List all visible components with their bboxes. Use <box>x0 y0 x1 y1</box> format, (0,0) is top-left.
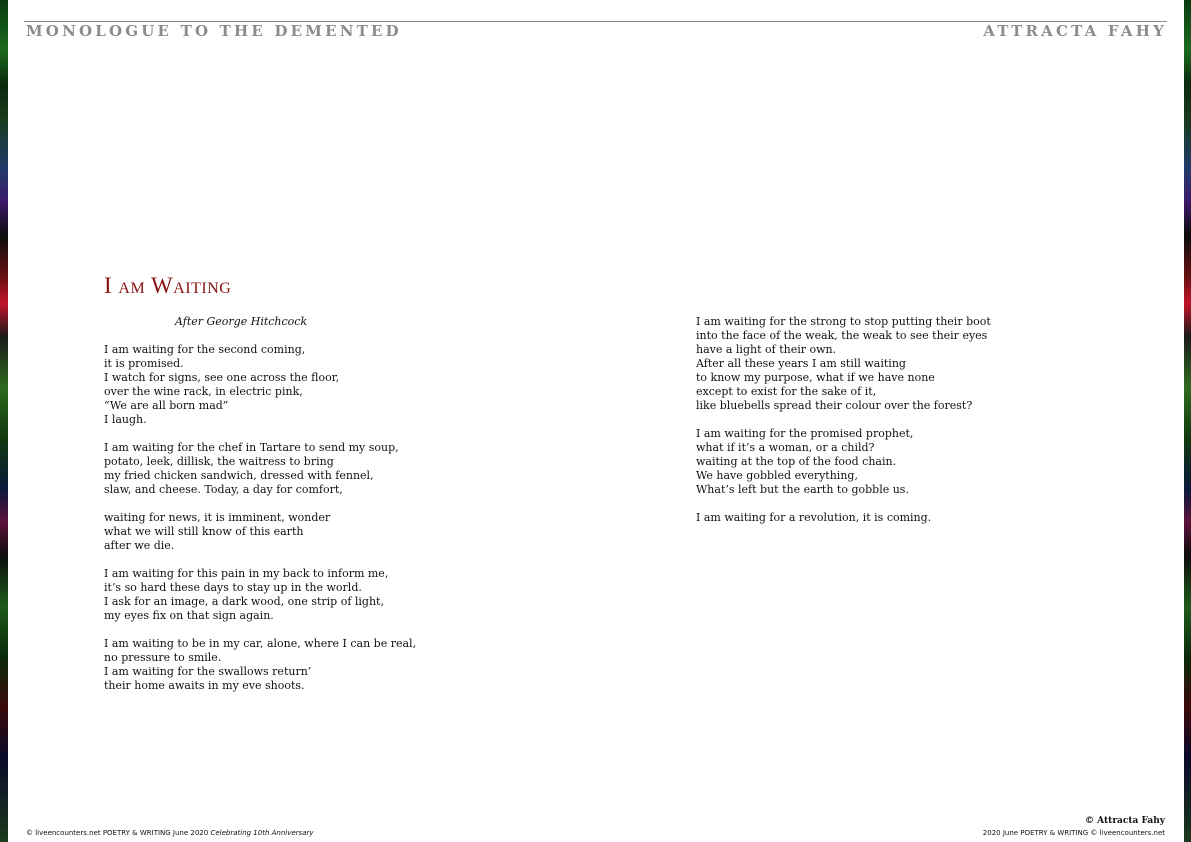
poem-right-column <box>696 315 991 539</box>
section-title: MONOLOGUE TO THE DEMENTED <box>26 22 402 40</box>
stanza <box>696 315 991 413</box>
poem-line: waiting at the top of the food chain. <box>696 455 897 468</box>
poem-line: I am waiting for the chef in Tartare to send my soup, <box>104 441 399 454</box>
footer-left-text: © liveencounters.net POETRY & WRITING June 2020 <box>26 829 211 837</box>
poem-line: potato, leek, dillisk, the waitress to bring <box>104 455 334 468</box>
stanza <box>696 511 991 525</box>
footer-right: 2020 June POETRY & WRITING © liveencounters.net <box>982 829 1165 837</box>
stanza <box>104 511 416 553</box>
poem-line: my fried chicken sandwich, dressed with fennel, <box>104 469 374 482</box>
stanza <box>104 567 416 623</box>
poem-line: I watch for signs, see one across the floor, <box>104 371 340 384</box>
poem-line: into the face of the weak, the weak to see their eyes <box>696 329 988 342</box>
poem-line: have a light of their own. <box>696 343 837 356</box>
poem-line: over the wine rack, in electric pink, <box>104 385 303 398</box>
decorative-left-border <box>0 0 8 842</box>
poem-line: I am waiting for the second coming, <box>104 343 306 356</box>
poem-line: after we die. <box>104 539 175 552</box>
poem-line: What’s left but the earth to gobble us. <box>696 483 909 496</box>
poem-line: slaw, and cheese. Today, a day for comfort, <box>104 483 343 496</box>
poem-line: like bluebells spread their colour over the forest? <box>696 399 973 412</box>
decorative-right-border <box>1184 0 1191 842</box>
stanza <box>104 441 416 497</box>
poem-line: waiting for news, it is imminent, wonder <box>104 511 331 524</box>
author-name: ATTRACTA FAHY <box>983 22 1167 40</box>
stanza <box>104 637 416 693</box>
footer-copyright: © Attracta Fahy <box>1085 816 1165 826</box>
poem-line: I am waiting to be in my car, alone, where I can be real, <box>104 637 417 650</box>
poem-line: no pressure to smile. <box>104 651 222 664</box>
poem-line: what if it’s a woman, or a child? <box>696 441 875 454</box>
poem-line: it’s so hard these days to stay up in the world. <box>104 581 362 594</box>
poem-line: After all these years I am still waiting <box>696 357 906 370</box>
footer-anniversary: Celebrating 10th Anniversary <box>210 829 314 837</box>
stanza <box>696 427 991 497</box>
poem-line: to know my purpose, what if we have none <box>696 371 935 384</box>
poem-line: it is promised. <box>104 357 184 370</box>
poem-line: what we will still know of this earth <box>104 525 304 538</box>
poem-line: I am waiting for the swallows return’ <box>104 665 312 678</box>
stanza <box>104 343 416 427</box>
poem-title: I am Waiting <box>104 273 232 298</box>
poem-line: their home awaits in my eve shoots. <box>104 679 305 692</box>
poem-line: except to exist for the sake of it, <box>696 385 877 398</box>
poem-line: I am waiting for the strong to stop putting their boot <box>696 315 991 328</box>
poem-line: I am waiting for the promised prophet, <box>696 427 914 440</box>
poem-line: I ask for an image, a dark wood, one strip of light, <box>104 595 384 608</box>
poem-line: I am waiting for a revolution, it is coming. <box>696 511 932 524</box>
poem-left-column <box>104 343 416 707</box>
poem-dedication: After George Hitchcock <box>175 315 308 328</box>
poem-line: I am waiting for this pain in my back to inform me, <box>104 567 389 580</box>
poem-line: I laugh. <box>104 413 147 426</box>
poem-line: We have gobbled everything, <box>696 469 858 482</box>
footer-left <box>26 829 314 837</box>
poem-line: “We are all born mad” <box>104 399 229 412</box>
poem-line: my eyes fix on that sign again. <box>104 609 274 622</box>
